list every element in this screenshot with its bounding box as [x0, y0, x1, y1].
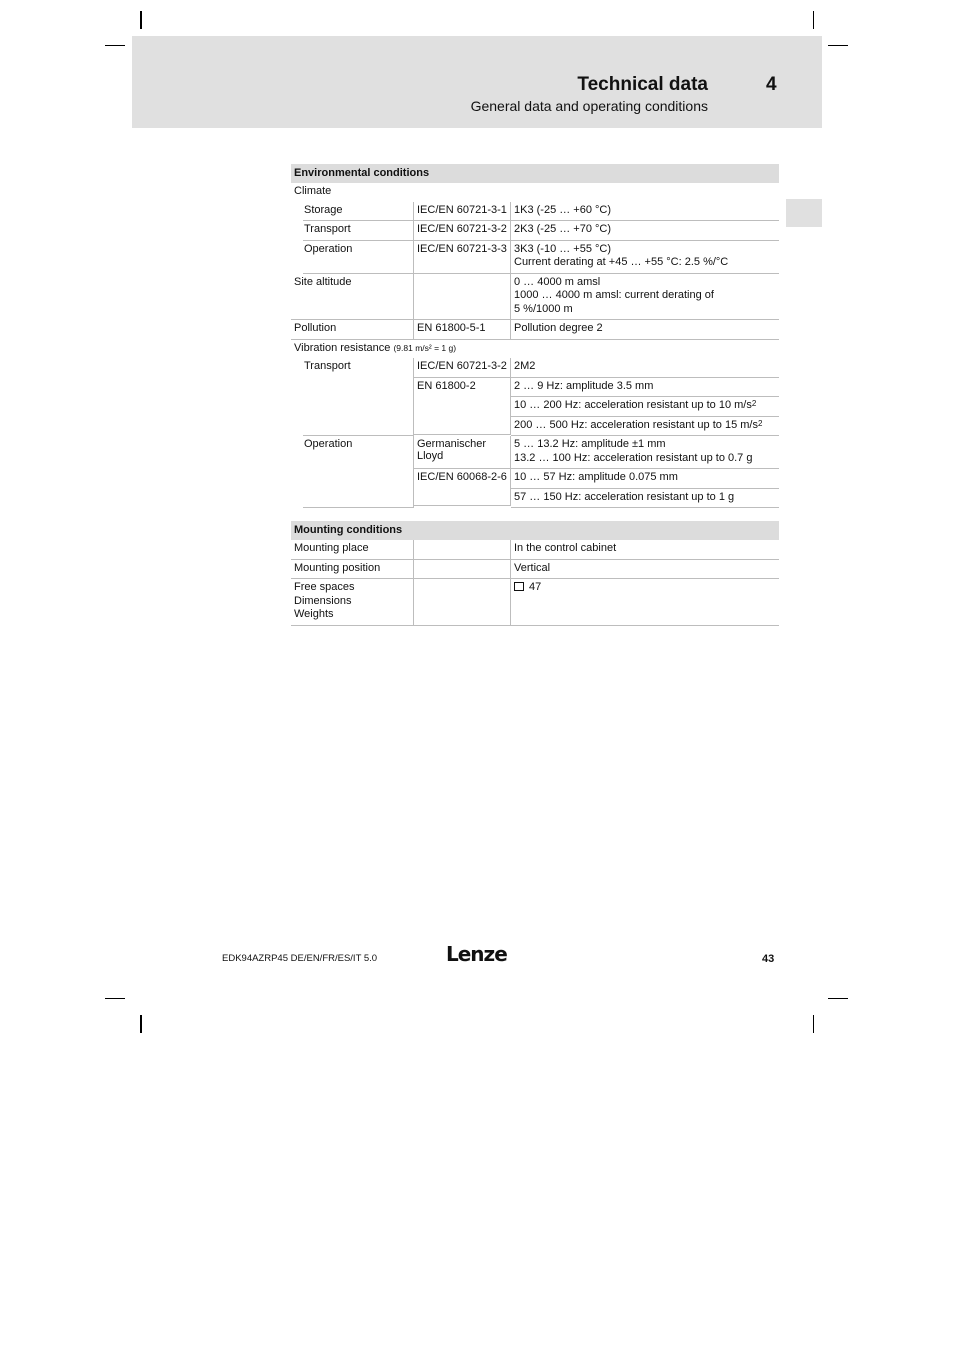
table-row: [291, 202, 779, 222]
vibration-transport-group: [291, 358, 779, 436]
row-standard: Germanischer Lloyd: [414, 436, 511, 469]
row-value: [511, 241, 779, 274]
value-line: 0 … 4000 m amsl: [514, 275, 601, 288]
crop-mark: [140, 1015, 142, 1033]
vibration-note: (9.81 m/s² = 1 g): [393, 342, 457, 353]
row-standard: IEC/EN 60721-3-2: [414, 221, 511, 241]
crop-mark: [140, 11, 142, 29]
chapter-subtitle: General data and operating conditions: [470, 98, 708, 114]
table-row: [291, 274, 779, 321]
row-standard: [414, 540, 511, 560]
row-value: In the control cabinet: [511, 540, 779, 560]
row-label: Mounting place: [291, 540, 414, 560]
row-standard: IEC/EN 60721-3-2: [414, 358, 511, 378]
value-line: 5 %/1000 m: [514, 302, 573, 315]
table-row: [291, 221, 779, 241]
row-standard: [414, 274, 511, 321]
row-label: Transport: [303, 358, 414, 436]
page-reference[interactable]: 47: [529, 581, 542, 593]
table-row: [414, 358, 779, 378]
row-standard: EN 61800-5-1: [414, 320, 511, 340]
chapter-number: 4: [766, 74, 777, 95]
superscript: 2: [751, 399, 757, 408]
chapter-title: Technical data: [577, 74, 708, 95]
table-row: [414, 378, 779, 437]
climate-label: Climate: [294, 185, 332, 197]
table-row: [291, 241, 779, 274]
vibration-operation-group: [291, 436, 779, 508]
table-row: [291, 540, 779, 560]
row-label: Storage: [303, 202, 414, 222]
row-label: Site altitude: [291, 274, 414, 321]
table-row: [414, 469, 779, 508]
value-line: 5 … 13.2 Hz: amplitude ±1 mm: [514, 438, 666, 450]
table-row: [291, 320, 779, 340]
row-value: 2M2: [511, 358, 779, 378]
page-number: 43: [762, 953, 775, 965]
row-value: Pollution degree 2: [511, 320, 779, 340]
crop-mark: [813, 1015, 814, 1033]
row-value: 2K3 (-25 … +70 °C): [511, 221, 779, 241]
row-standard: [414, 560, 511, 580]
row-value: 57 … 150 Hz: acceleration resistant up to 1 g: [511, 489, 779, 509]
row-value: [511, 397, 779, 417]
crop-mark: [813, 11, 814, 29]
value-line: 13.2 … 100 Hz: acceleration resistant up to 0.7 g: [514, 451, 753, 464]
row-label: Transport: [303, 221, 414, 241]
table-heading: Environmental conditions: [291, 164, 779, 183]
environmental-conditions-table: [291, 164, 779, 508]
table-row: [291, 579, 779, 626]
value-text: 200 … 500 Hz: acceleration resistant up to 15 m/s: [514, 418, 758, 431]
row-label: Pollution: [291, 320, 414, 340]
value-line: 3K3 (-10 … +55 °C): [514, 242, 612, 255]
header-band: [132, 36, 822, 128]
crop-mark: [828, 998, 848, 999]
row-standard: IEC/EN 60068-2-6: [414, 469, 511, 506]
chapter-side-tab: [786, 199, 822, 227]
crop-mark: [105, 998, 125, 999]
row-value: [511, 274, 779, 321]
vibration-title: Vibration resistance: [294, 341, 391, 354]
table-row: [291, 560, 779, 580]
row-standard: [414, 579, 511, 626]
row-label: Operation: [303, 241, 414, 274]
value-line: Current derating at +45 … +55 °C: 2.5 %/°C: [514, 256, 729, 268]
row-value: [511, 436, 779, 469]
mounting-conditions-table: [291, 521, 779, 626]
row-value: 1K3 (-25 … +60 °C): [511, 202, 779, 222]
table-heading: Mounting conditions: [291, 521, 779, 540]
crop-mark: [828, 45, 848, 46]
row-label: Mounting position: [291, 560, 414, 580]
label-line: Free spaces: [294, 581, 355, 593]
row-standard: EN 61800-2: [414, 378, 511, 435]
row-standard: IEC/EN 60721-3-1: [414, 202, 511, 222]
row-label: Operation: [303, 436, 414, 508]
row-label: [291, 579, 414, 626]
document-id: EDK94AZRP45 DE/EN/FR/ES/IT 5.0: [222, 953, 378, 964]
vibration-label: [291, 340, 779, 359]
table-row: [414, 436, 779, 469]
book-reference-icon: [514, 582, 524, 591]
superscript: 2: [757, 418, 763, 428]
row-value: [511, 579, 779, 626]
label-line: Dimensions: [294, 594, 352, 607]
label-line: Weights: [294, 608, 334, 620]
row-value: Vertical: [511, 560, 779, 580]
value-line: 1000 … 4000 m amsl: current derating of: [514, 289, 714, 301]
value-text: 10 … 200 Hz: acceleration resistant up to 10 m/s: [514, 399, 752, 411]
crop-mark: [105, 45, 125, 46]
row-value: 10 … 57 Hz: amplitude 0.075 mm: [511, 469, 779, 489]
row-value: 2 … 9 Hz: amplitude 3.5 mm: [511, 378, 779, 398]
row-value: [511, 417, 779, 437]
row-standard: IEC/EN 60721-3-3: [414, 241, 511, 274]
lenze-logo: Lenze: [446, 942, 507, 966]
